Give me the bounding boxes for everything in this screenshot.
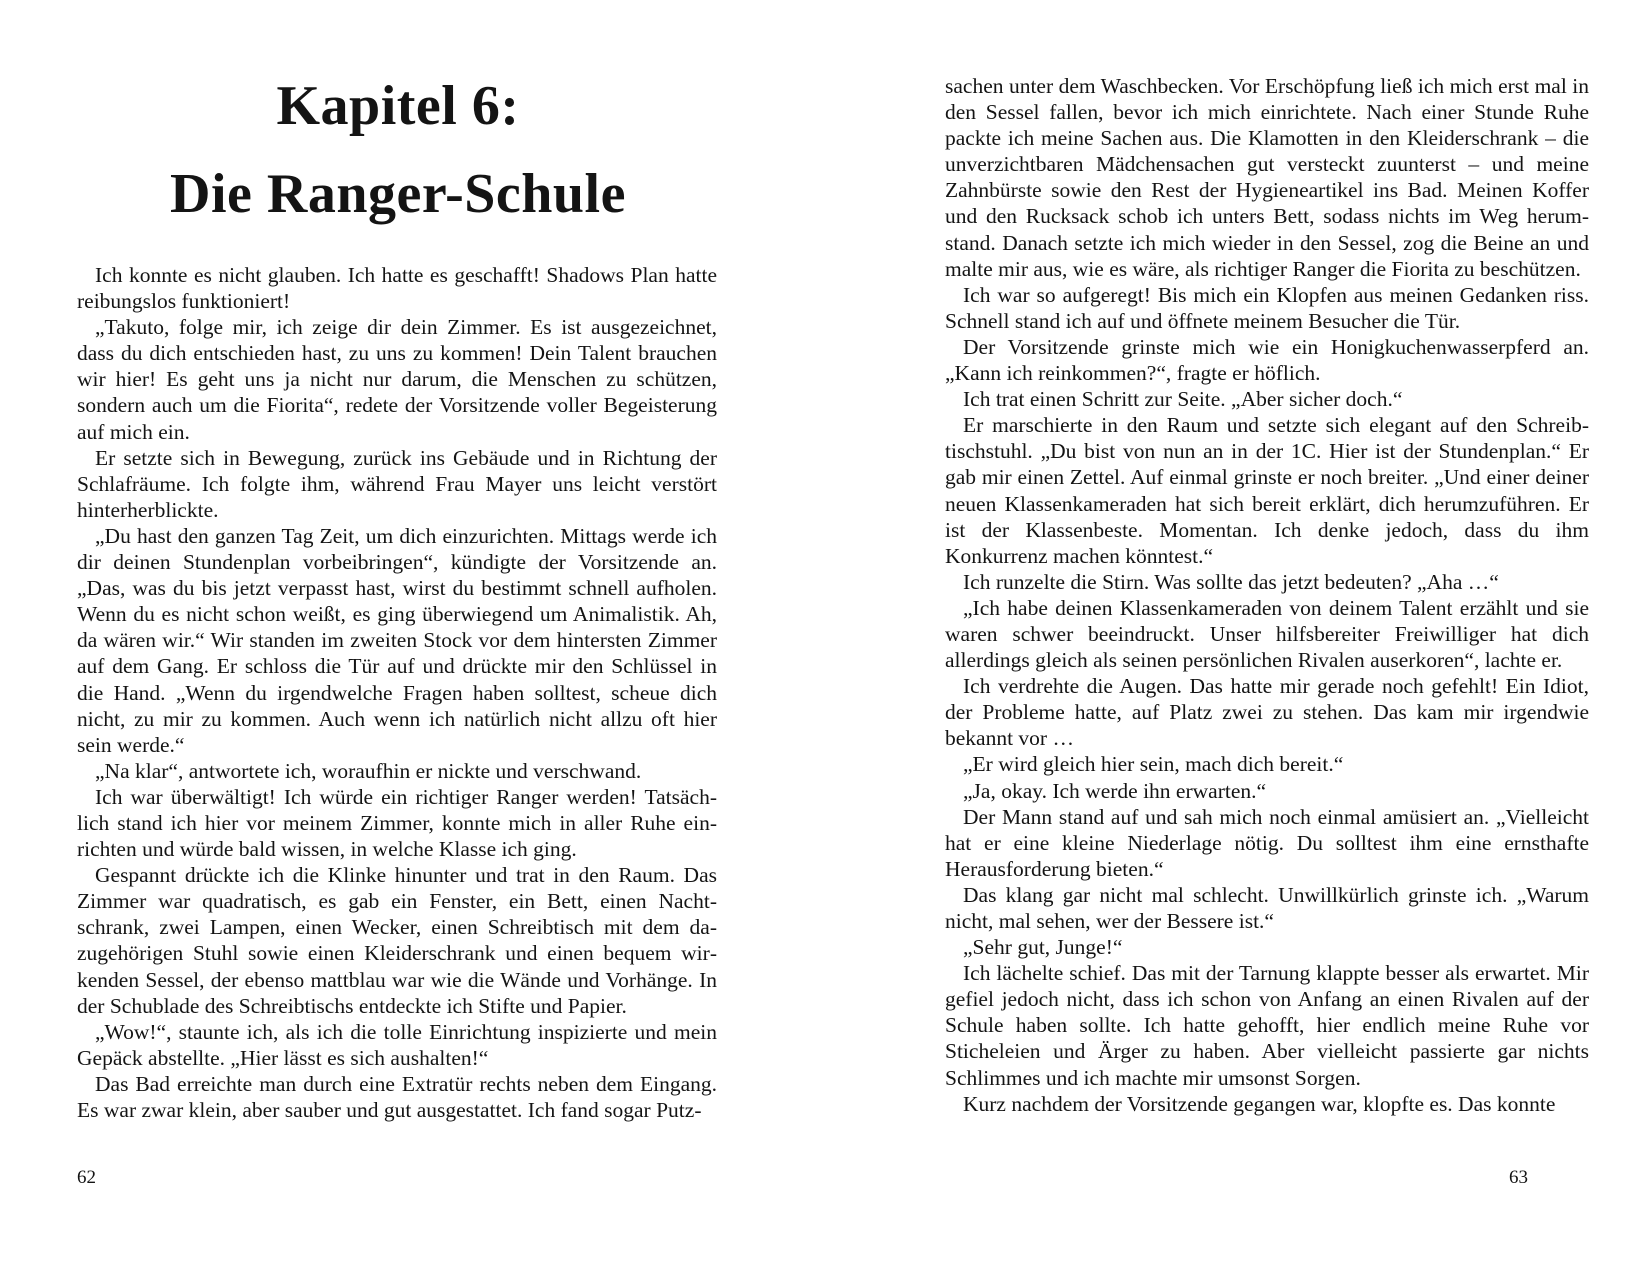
paragraph: Ich konnte es nicht glauben. Ich hatte es geschafft! Shadows Plan hatte reibungslos funktioniert! (77, 263, 717, 314)
paragraph: „Ich habe deinen Klassenkameraden von deinem Talent erzählt und sie waren schwer beeindruckt. Unser hilfsbereiter Freiwilliger hat dich allerdings gleich als seinen persönlichen Rivalen auserkoren“, lachte er. (945, 595, 1589, 673)
chapter-title (78, 62, 718, 238)
paragraph: „Du hast den ganzen Tag Zeit, um dich einzurichten. Mittags werde ich dir deinen Stundenplan vorbeibringen“, kündigte der Vorsitzende an. „Das, was du bis jetzt verpasst hast, wirst du bestimmt schnell aufholen. Wenn du es nicht schon weißt, es ging überwiegend um Animalistik. Ah, da wären wir.“ Wir standen im zweiten Stock vor dem hintersten Zimmer auf dem Gang. Er schloss die Tür auf und drückte mir den Schlüssel in die Hand. „Wenn du irgendwelche Fragen haben solltest, scheue dich nicht, zu mir zu kommen. Auch wenn ich natürlich nicht allzu oft hier sein werde.“ (77, 523, 717, 757)
paragraph: „Wow!“, staunte ich, als ich die tolle Einrichtung inspizierte und mein Gepäck abstellte. „Hier lässt es sich aushalten!“ (77, 1019, 717, 1070)
right-page (825, 0, 1650, 1275)
paragraph: Ich trat einen Schritt zur Seite. „Aber sicher doch.“ (963, 387, 1403, 412)
paragraph: „Ja, okay. Ich werde ihn erwarten.“ (963, 778, 1267, 803)
paragraph: „Er wird gleich hier sein, mach dich bereit.“ (963, 752, 1344, 777)
page-number-left: 62 (77, 1167, 96, 1188)
paragraph: Der Vorsitzende grinste mich wie ein Honigkuchenwasserpferd an. „Kann ich reinkommen?“, fragte er höflich. (945, 334, 1589, 386)
paragraph-continued: sachen unter dem Waschbecken. Vor Erschöpfung ließ ich mich erst mal in den Sessel fallen, bevor ich mich einrichtete. Nach einer Stunde Ruhe packte ich meine Sachen aus. Die Klamotten in den Kleiderschrank – die unverzichtbaren Mädchensachen gut versteckt zuunterst – und meine Zahnbürste sowie den Rest der Hygieneartikel ins Bad. Meinen Koffer und den Rucksack schob ich unters Bett, sodass nichts im Weg herumstand. Danach setzte ich mich wieder in den Sessel, zog die Beine an und malte mir aus, wie es wäre, als richtiger Ranger die Fiorita zu beschützen. (945, 74, 1589, 281)
paragraph: Er setzte sich in Bewegung, zurück ins Gebäude und in Richtung der Schlafräume. Ich folgte ihm, während Frau Mayer uns leicht verstört hinterherblickte. (77, 445, 717, 522)
paragraph: Gespannt drückte ich die Klinke hinunter und trat in den Raum. Das Zimmer war quadratisch, es gab ein Fenster, ein Bett, einen Nachtschrank, zwei Lampen, einen Wecker, einen Schreibtisch mit dem dazugehörigen Stuhl sowie einen Kleiderschrank und einen bequem wirkenden Sessel, der ebenso mattblau war wie die Wände und Vorhänge. In der Schublade des Schreibtischs entdeckte ich Stifte und Papier. (77, 863, 717, 1018)
left-body-text (77, 262, 717, 1123)
paragraph: Er marschierte in den Raum und setzte sich elegant auf den Schreibtischstuhl. „Du bist von nun an in der 1C. Hier ist der Stundenplan.“ Er gab mir einen Zettel. Auf einmal grinste er noch breiter. „Und einer deiner neuen Klassenkameraden hat sich bereit erklärt, dich herumzuführen. Er ist der Klassenbeste. Momentan. Ich denke jedoch, dass du ihm Konkurrenz machen könntest.“ (945, 413, 1589, 568)
paragraph: „Na klar“, antwortete ich, woraufhin er nickte und verschwand. (95, 758, 642, 783)
paragraph: Ich runzelte die Stirn. Was sollte das jetzt bedeuten? „Aha …“ (963, 569, 1499, 594)
paragraph: Der Mann stand auf und sah mich noch einmal amüsiert an. „Vielleicht hat er eine kleine Niederlage nötig. Du solltest ihm eine ernsthafte Herausforderung bieten.“ (945, 804, 1589, 881)
paragraph: „Takuto, folge mir, ich zeige dir dein Zimmer. Es ist ausgezeichnet, dass du dich entschieden hast, zu uns zu kommen! Dein Talent brauchen wir hier! Es geht uns ja nicht nur darum, die Menschen zu schützen, sondern auch um die Fiorita“, redete der Vorsitzende voller Begeisterung auf mich ein. (77, 315, 717, 444)
right-body-text (945, 73, 1589, 1117)
paragraph: Ich lächelte schief. Das mit der Tarnung klappte besser als erwartet. Mir gefiel jedoch nicht, dass ich schon von Anfang an einen Rivalen auf der Schule haben sollte. Ich hatte gehofft, hier endlich meine Ruhe vor Sticheleien und Ärger zu haben. Aber vielleicht passierte gar nichts Schlimmes und ich machte mir umsonst Sorgen. (945, 961, 1589, 1090)
page-number-right: 63 (1509, 1167, 1528, 1188)
paragraph: Ich war überwältigt! Ich würde ein richtiger Ranger werden! Tatsächlich stand ich hier vor meinem Zimmer, konnte mich in aller Ruhe einrichten und würde bald wissen, in welche Klasse ich ging. (77, 784, 717, 862)
paragraph: Kurz nachdem der Vorsitzende gegangen war, klopfte es. Das konnte (963, 1091, 1556, 1116)
paragraph: Ich war so aufgeregt! Bis mich ein Klopfen aus meinen Gedanken riss. Schnell stand ich auf und öffnete meinem Besucher die Tür. (945, 282, 1589, 333)
paragraph: „Sehr gut, Junge!“ (963, 935, 1123, 960)
chapter-number: Kapitel 6: (276, 75, 520, 137)
chapter-name: Die Ranger-Schule (170, 163, 626, 225)
paragraph: Ich verdrehte die Augen. Das hatte mir gerade noch gefehlt! Ein Idiot, der Probleme hatte, auf Platz zwei zu stehen. Das kam mir irgendwie bekannt vor … (945, 674, 1589, 751)
paragraph: Das klang gar nicht mal schlecht. Unwillkürlich grinste ich. „Warum nicht, mal sehen, wer der Bessere ist.“ (945, 882, 1589, 933)
paragraph: Das Bad erreichte man durch eine Extratür rechts neben dem Eingang. Es war zwar klein, aber sauber und gut ausgestattet. Ich fand sogar Putz- (77, 1071, 717, 1122)
